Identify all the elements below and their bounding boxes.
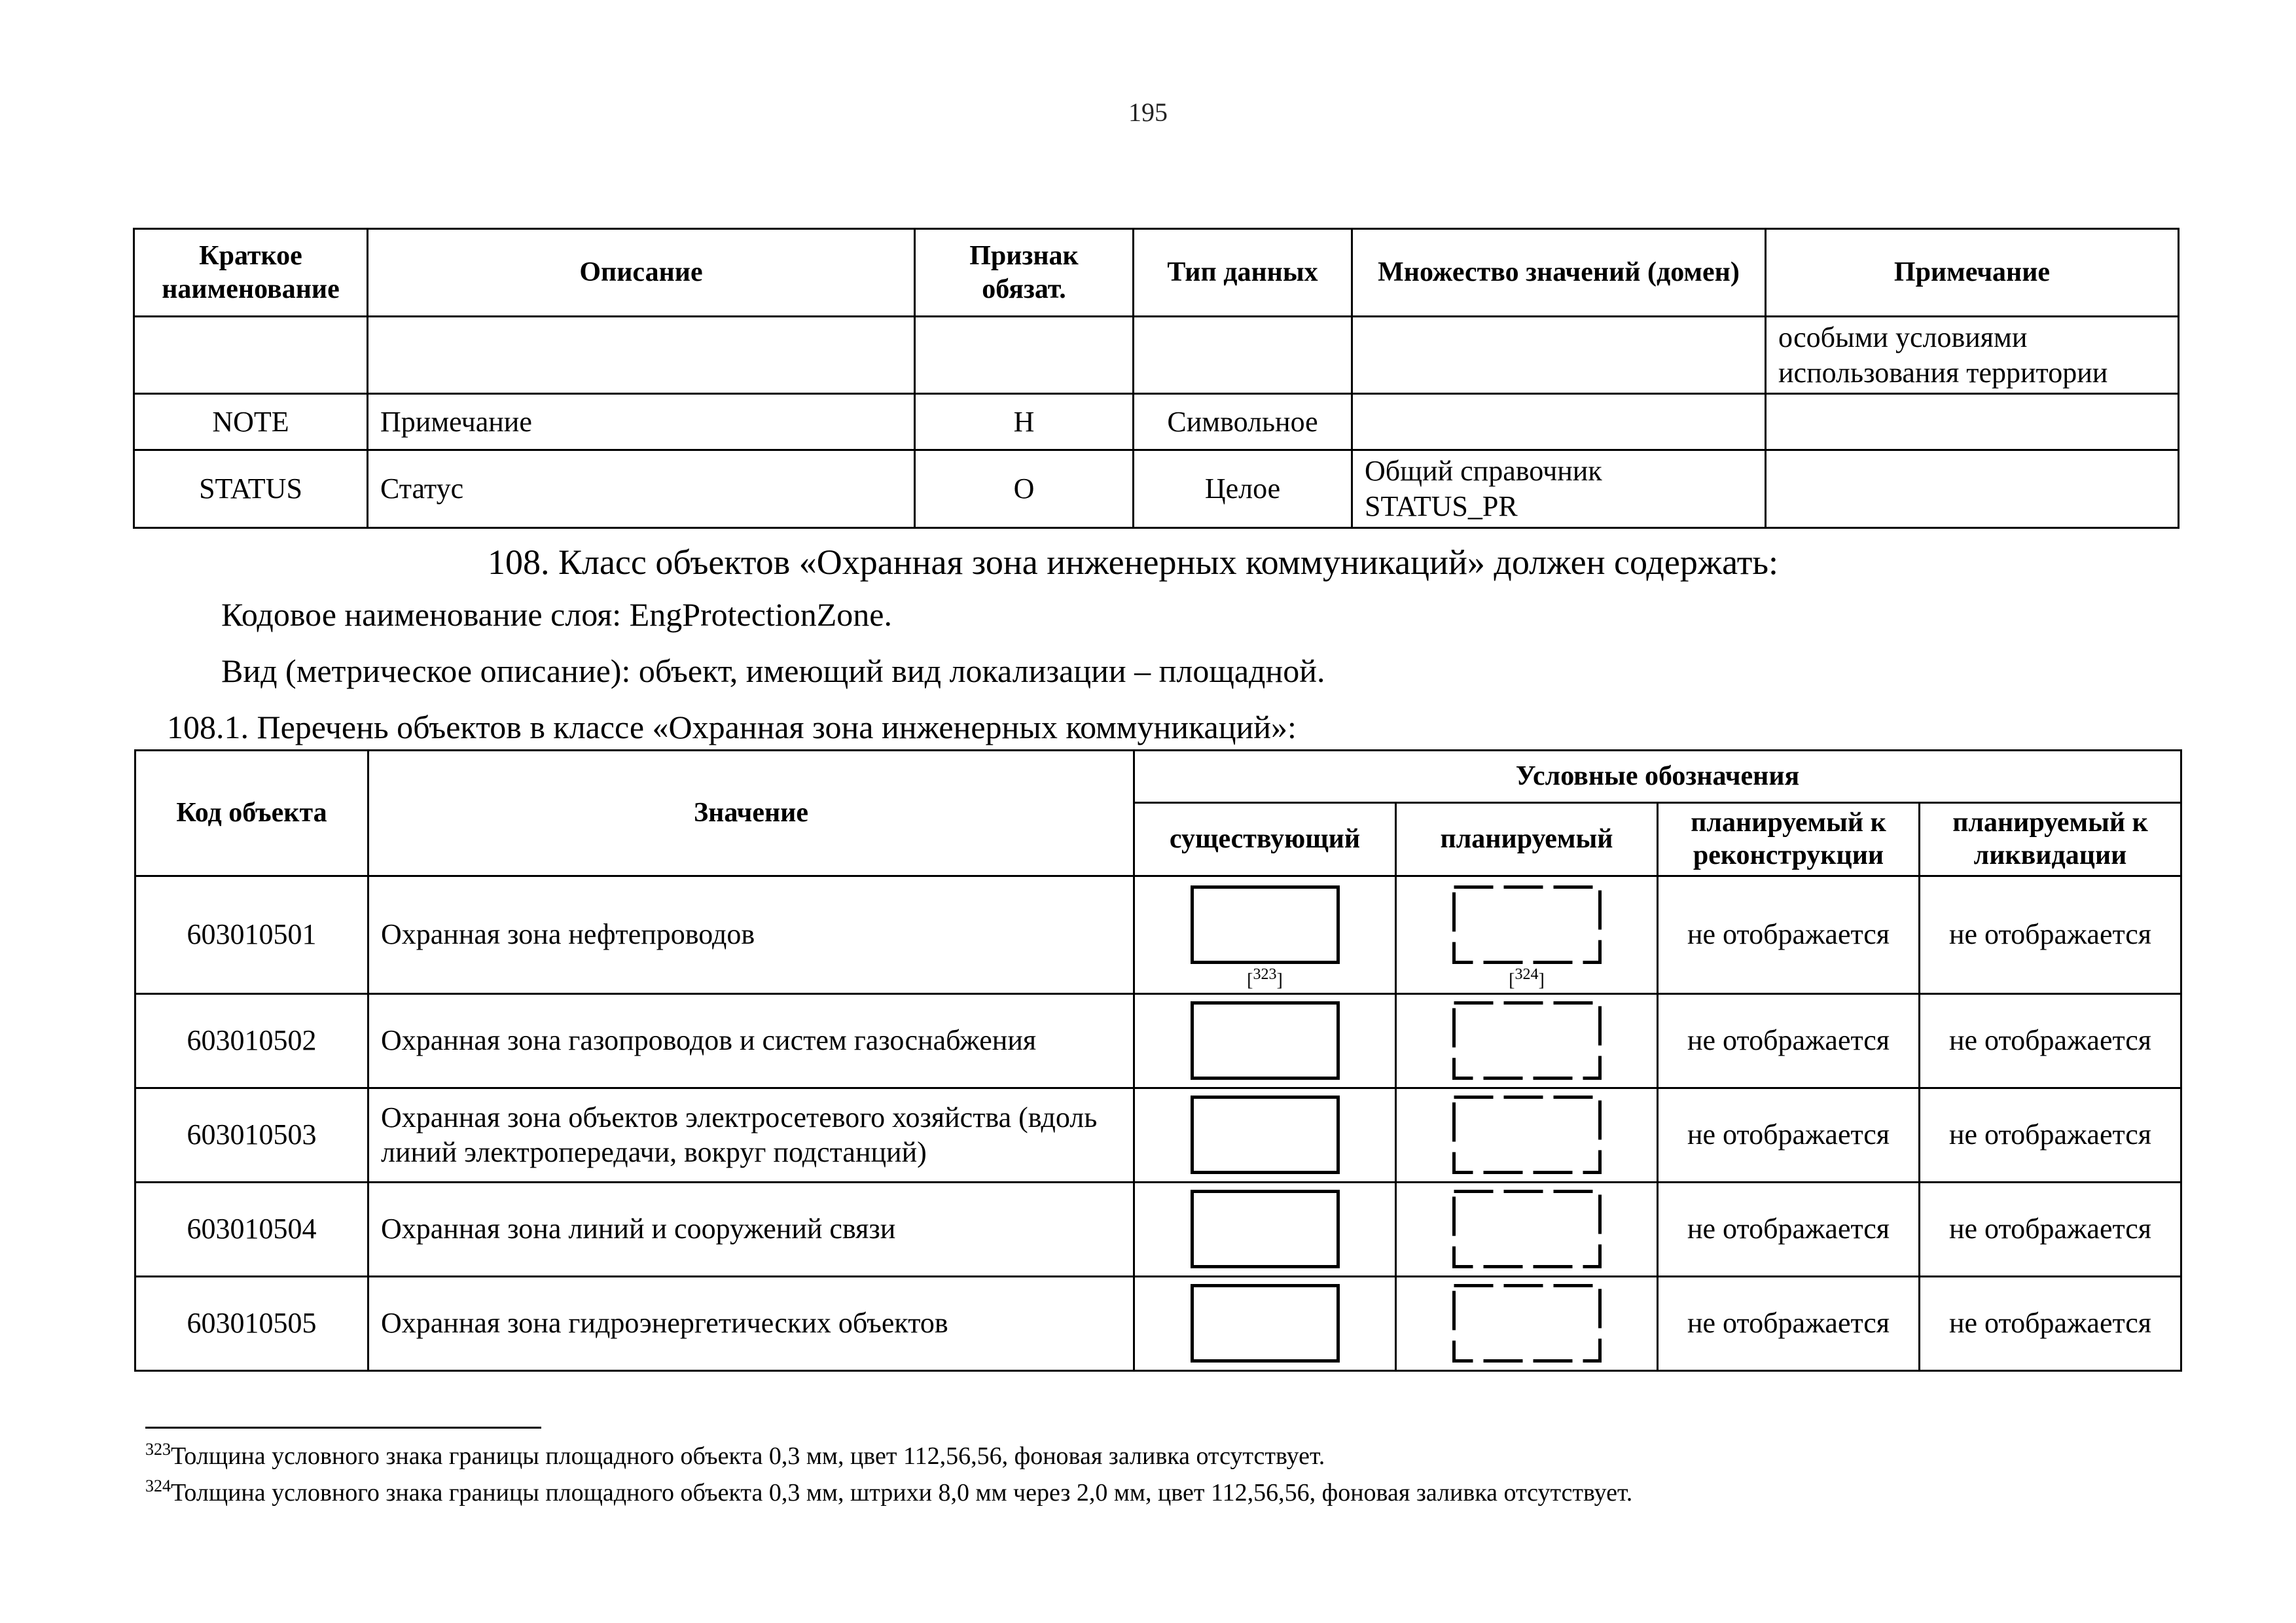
table-row [135, 1182, 2181, 1276]
cell-existing-symbol [1134, 1182, 1396, 1276]
cell-reconstruction: не отображается [1658, 1182, 1920, 1276]
header-existing: существующий [1134, 803, 1396, 876]
cell-req [915, 317, 1134, 394]
header-required: Признак обязат. [915, 229, 1134, 317]
object-list-title: 108.1. Перечень объектов в классе «Охранная зона инженерных коммуникаций»: [167, 709, 1297, 745]
header-short-name: Краткое наименование [134, 229, 368, 317]
cell-liquidation: не отображается [1920, 1182, 2181, 1276]
cell-object-code: 603010501 [135, 876, 368, 993]
header-symbols: Условные обозначения [1134, 751, 2181, 803]
solid-boundary-symbol [1191, 1284, 1340, 1363]
cell-note [1766, 450, 2179, 527]
table-header-row [134, 229, 2179, 317]
table-row [134, 317, 2179, 394]
cell-type: Символьное [1134, 394, 1352, 450]
header-data-type: Тип данных [1134, 229, 1352, 317]
cell-desc: Статус [368, 450, 915, 527]
cell-short: NOTE [134, 394, 368, 450]
objects-table [134, 749, 2182, 1372]
dashed-boundary-symbol [1452, 1096, 1602, 1174]
solid-boundary-symbol [1191, 1096, 1340, 1174]
cell-object-code: 603010503 [135, 1088, 368, 1182]
dashed-boundary-symbol [1452, 1284, 1602, 1363]
attributes-table [133, 228, 2179, 529]
cell-domain [1352, 317, 1766, 394]
cell-liquidation: не отображается [1920, 876, 2181, 993]
cell-liquidation: не отображается [1920, 993, 2181, 1088]
cell-object-code: 603010502 [135, 993, 368, 1088]
table-row [135, 1276, 2181, 1370]
footnote-ref-324: [$^{324}$] [1509, 966, 1545, 991]
cell-planned-symbol [1396, 1276, 1658, 1370]
cell-reconstruction: не отображается [1658, 1276, 1920, 1370]
cell-domain [1352, 394, 1766, 450]
layer-code-line: Кодовое наименование слоя: EngProtectionZone. [221, 596, 892, 633]
cell-planned-symbol [1396, 1088, 1658, 1182]
header-planned: планируемый [1396, 803, 1658, 876]
table-row [134, 394, 2179, 450]
cell-object-code: 603010505 [135, 1276, 368, 1370]
header-value: Значение [368, 751, 1134, 876]
table-row [135, 876, 2181, 993]
cell-domain: Общий справочник STATUS_PR [1352, 450, 1766, 527]
cell-reconstruction: не отображается [1658, 876, 1920, 993]
cell-desc: Примечание [368, 394, 915, 450]
solid-boundary-symbol [1191, 885, 1340, 964]
cell-reconstruction: не отображается [1658, 1088, 1920, 1182]
cell-existing-symbol [1134, 876, 1396, 993]
cell-planned-symbol [1396, 876, 1658, 993]
cell-req: Н [915, 394, 1134, 450]
cell-type: Целое [1134, 450, 1352, 527]
cell-planned-symbol [1396, 1182, 1658, 1276]
header-object-code: Код объекта [135, 751, 368, 876]
cell-note: особыми условиями использования территории [1766, 317, 2179, 394]
solid-boundary-symbol [1191, 1001, 1340, 1080]
cell-existing-symbol [1134, 1088, 1396, 1182]
table-row [135, 993, 2181, 1088]
cell-object-value: Охранная зона нефтепроводов [368, 876, 1134, 993]
table-header-row [135, 751, 2181, 803]
cell-liquidation: не отображается [1920, 1276, 2181, 1370]
cell-type [1134, 317, 1352, 394]
cell-req: О [915, 450, 1134, 527]
dashed-boundary-symbol [1452, 885, 1602, 964]
cell-object-value: Охранная зона объектов электросетевого хозяйства (вдоль линий электропередачи, вокруг подстанций) [368, 1088, 1134, 1182]
footnote-text: Толщина условного знака границы площадного объекта 0,3 мм, штрихи 8,0 мм через 2,0 мм, цвет 112,56,56, фоновая заливка отсутствует. [171, 1479, 1633, 1507]
header-liquidation: планируемый к ликвидации [1920, 803, 2181, 876]
dashed-boundary-symbol [1452, 1190, 1602, 1268]
footnote-323 [145, 1440, 1325, 1471]
cell-reconstruction: не отображается [1658, 993, 1920, 1088]
footnote-number: 323 [145, 1440, 171, 1459]
cell-desc [368, 317, 915, 394]
cell-planned-symbol [1396, 993, 1658, 1088]
cell-object-code: 603010504 [135, 1182, 368, 1276]
cell-short [134, 317, 368, 394]
footnote-number: 324 [145, 1476, 171, 1495]
cell-liquidation: не отображается [1920, 1088, 2181, 1182]
table-row [135, 1088, 2181, 1182]
footnote-324 [145, 1476, 1632, 1507]
solid-boundary-symbol [1191, 1190, 1340, 1268]
cell-object-value: Охранная зона гидроэнергетических объектов [368, 1276, 1134, 1370]
cell-note [1766, 394, 2179, 450]
header-description: Описание [368, 229, 915, 317]
page-number: 195 [1128, 98, 1168, 127]
cell-existing-symbol [1134, 1276, 1396, 1370]
metric-description-line: Вид (метрическое описание): объект, имеющий вид локализации – площадной. [221, 652, 1325, 689]
header-note: Примечание [1766, 229, 2179, 317]
cell-short: STATUS [134, 450, 368, 527]
footnote-ref-323: [$^{323}$] [1247, 966, 1283, 991]
cell-object-value: Охранная зона газопроводов и систем газоснабжения [368, 993, 1134, 1088]
section-heading: 108. Класс объектов «Охранная зона инженерных коммуникаций» должен содержать: [488, 543, 1778, 582]
dashed-boundary-symbol [1452, 1001, 1602, 1080]
footnote-text: Толщина условного знака границы площадного объекта 0,3 мм, цвет 112,56,56, фоновая заливка отсутствует. [171, 1442, 1325, 1470]
header-domain: Множество значений (домен) [1352, 229, 1766, 317]
footnote-divider [145, 1427, 541, 1429]
table-row [134, 450, 2179, 527]
cell-existing-symbol [1134, 993, 1396, 1088]
cell-object-value: Охранная зона линий и сооружений связи [368, 1182, 1134, 1276]
header-reconstruction: планируемый к реконструкции [1658, 803, 1920, 876]
